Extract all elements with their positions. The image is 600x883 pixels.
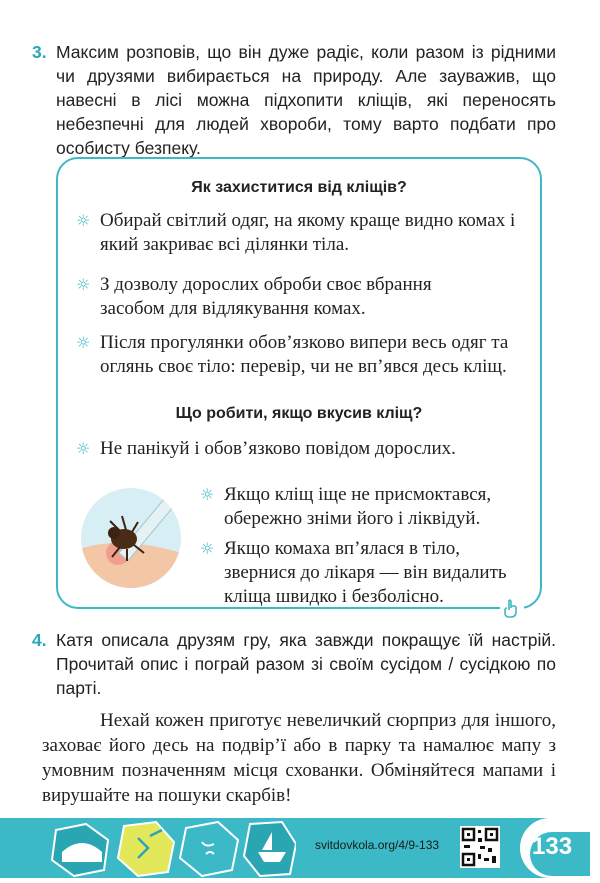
sun-icon: ☼ bbox=[76, 333, 91, 352]
task-number: 4. bbox=[32, 630, 47, 650]
protect-item-text: З дозволу дорослих оброби своє вбрання засобом для відлякування комах. bbox=[100, 274, 432, 319]
protect-heading: Як захиститися від кліщів? bbox=[191, 179, 407, 196]
bite-item bbox=[200, 483, 524, 531]
tick-illustration bbox=[80, 487, 182, 589]
sun-icon: ☼ bbox=[200, 539, 215, 558]
decorative-hexagon-icons bbox=[46, 818, 296, 878]
protect-item bbox=[76, 331, 520, 379]
sun-icon: ☼ bbox=[76, 275, 91, 294]
footer-url[interactable]: svitdovkola.org/4/9-133 bbox=[315, 838, 440, 852]
task-number: 3. bbox=[32, 42, 47, 62]
task-3 bbox=[32, 40, 556, 160]
game-description: Нехай кожен приготує невеличкий сюрприз для іншого, заховає його десь на подвір’ї або в парку та намалює мапу з умовним позначенням місця схованки. Обміняйтеся мапами і вирушайте на пошуки скарбів! bbox=[42, 710, 556, 806]
task-text: Катя описала друзям гру, яка завжди покращує їй настрій. Прочитай опис і пограй разом зі своїм сусідом / сусідкою по парті. bbox=[56, 630, 556, 698]
task-4 bbox=[32, 628, 556, 700]
qr-code-icon[interactable] bbox=[460, 826, 500, 868]
task-text: Максим розповів, що він дуже радіє, коли разом із рідними чи друзями вибирається на природу. Але зауважив, що навесні в лісі можна підхопити кліщів, які переносять небезпечні для людей хвороби, тому варто подбати про особисту безпеку. bbox=[56, 42, 556, 158]
sun-icon: ☼ bbox=[200, 485, 215, 504]
protect-item-text: Після прогулянки обов’язково випери весь одяг та оглянь своє тіло: перевір, чи не вп’явся десь кліщ. bbox=[100, 332, 509, 377]
sun-icon: ☼ bbox=[76, 439, 91, 458]
protect-item bbox=[76, 273, 500, 321]
bite-item bbox=[200, 537, 524, 609]
page-number: 133 bbox=[532, 833, 573, 860]
bite-heading: Що робити, якщо вкусив кліщ? bbox=[175, 405, 423, 422]
bite-item-text: Якщо комаха вп’ялася в тіло, звернися до лікаря — він видалить кліща швидко і безболісно. bbox=[224, 538, 507, 607]
sun-icon: ☼ bbox=[76, 211, 91, 230]
bite-item-text: Не панікуй і обов’язково повідом дорослих. bbox=[100, 438, 456, 459]
pointing-hand-icon bbox=[500, 597, 524, 621]
bite-item bbox=[76, 437, 520, 461]
page-footer bbox=[0, 818, 600, 878]
bite-item-text: Якщо кліщ іще не присмоктався, обережно зніми його і ліквідуй. bbox=[224, 484, 492, 529]
protect-item-text: Обирай світлий одяг, на якому краще видно комах і який закриває всі ділянки тіла. bbox=[100, 210, 516, 255]
protect-item bbox=[76, 209, 520, 257]
